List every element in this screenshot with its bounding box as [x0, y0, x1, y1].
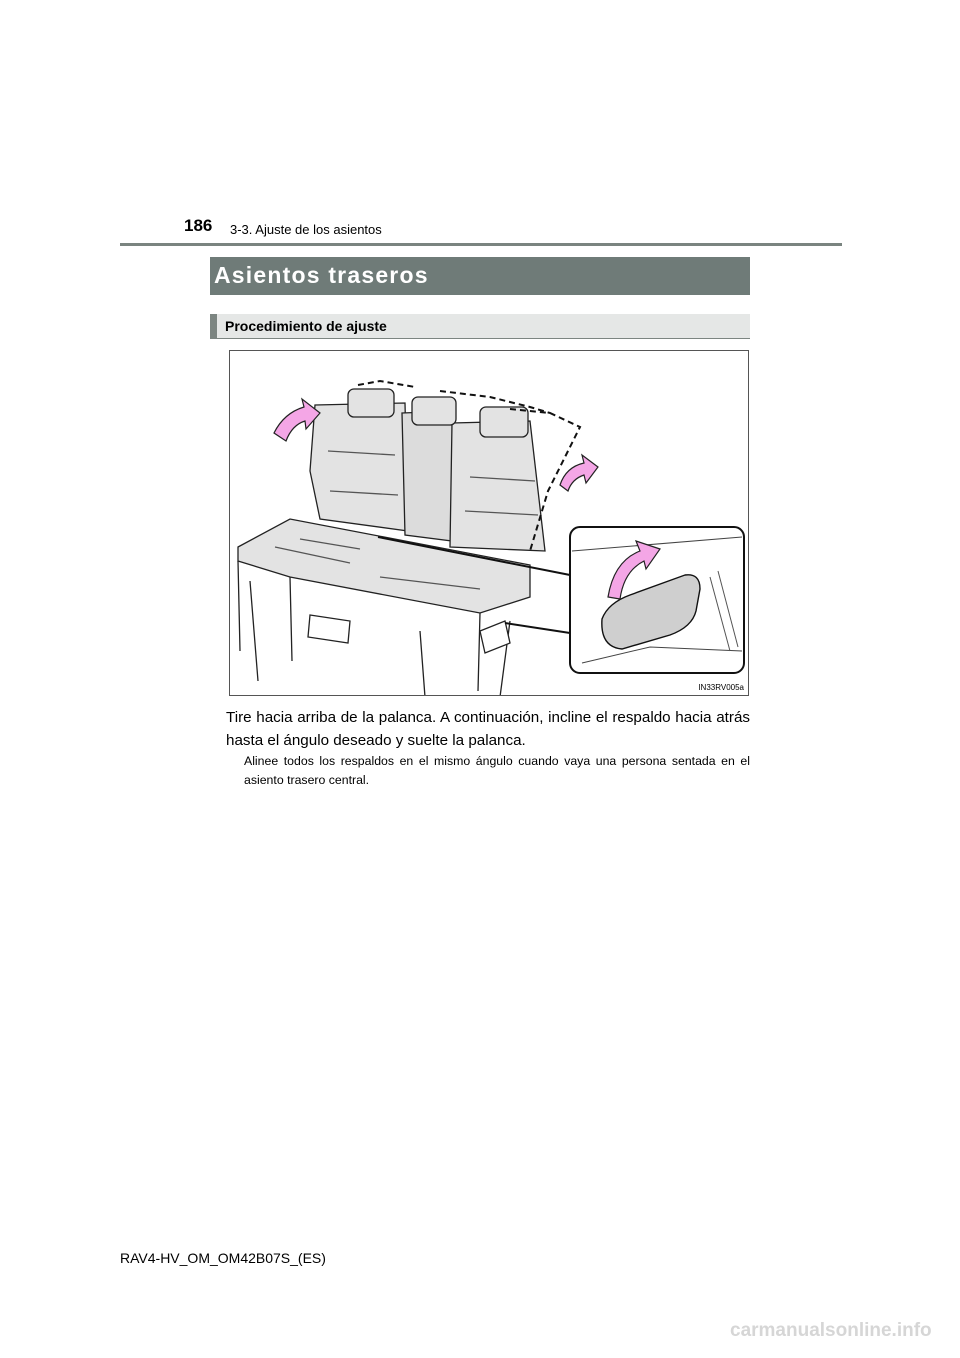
seat-illustration	[229, 350, 749, 696]
note-text: Alinee todos los respaldos en el mismo ángulo cuando vaya una persona sentada en el asiento trasero central.	[244, 754, 750, 787]
rear-seat-drawing	[230, 351, 749, 696]
seat-backs	[310, 389, 545, 551]
section-title: Asientos traseros	[214, 262, 429, 288]
lever-detail-inset	[570, 527, 744, 673]
header-rule	[120, 243, 842, 246]
recline-arrow-right-icon	[560, 455, 598, 491]
figure-code: IN33RV005a	[698, 683, 744, 692]
running-head: 3-3. Ajuste de los asientos	[230, 222, 382, 237]
subsection-title: Procedimiento de ajuste	[225, 318, 387, 334]
document-code: RAV4-HV_OM_OM42B07S_(ES)	[120, 1250, 326, 1266]
watermark: carmanualsonline.info	[730, 1320, 932, 1341]
page-number: 186	[184, 216, 213, 235]
subsection-marker	[210, 314, 217, 339]
instruction-text: Tire hacia arriba de la palanca. A continuación, incline el respaldo hacia atrás hasta el ángulo deseado y suelte la palanca.	[226, 709, 750, 749]
